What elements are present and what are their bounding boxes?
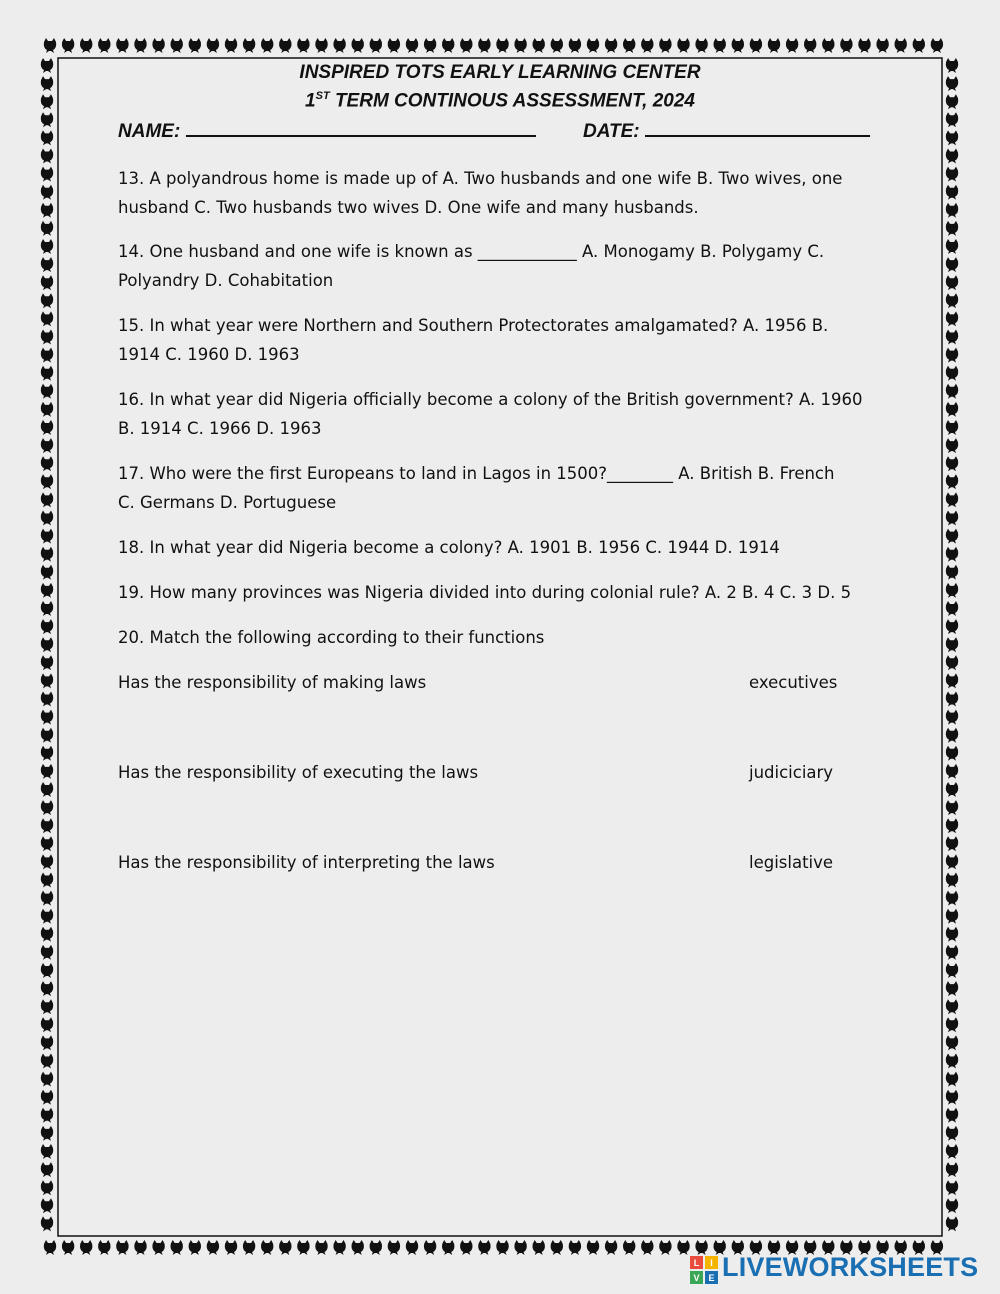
cat-border-icon: [946, 1090, 958, 1105]
cat-border-icon: [207, 38, 219, 53]
cat-border-icon: [41, 927, 53, 942]
cat-border-icon: [946, 692, 958, 707]
cat-border-icon: [41, 619, 53, 634]
cat-border-icon: [388, 38, 400, 53]
cat-border-icon: [946, 348, 958, 363]
cat-border-icon: [41, 710, 53, 725]
question-line: 17. Who were the first Europeans to land in Lagos in 1500?________ A. British B. French: [118, 464, 835, 483]
cat-border-icon: [41, 420, 53, 435]
cat-border-icon: [41, 257, 53, 272]
question-line: C. Germans D. Portuguese: [118, 493, 337, 512]
cat-border-icon: [370, 38, 382, 53]
cat-border-icon: [207, 1240, 219, 1255]
cat-border-icon: [41, 185, 53, 200]
cat-border-icon: [41, 873, 53, 888]
cat-border-icon: [732, 38, 744, 53]
cat-border-icon: [41, 348, 53, 363]
cat-border-icon: [946, 311, 958, 326]
question-18: [118, 533, 888, 562]
cat-border-icon: [804, 38, 816, 53]
cat-border-icon: [98, 38, 110, 53]
cat-border-icon: [946, 927, 958, 942]
cat-border-icon: [41, 746, 53, 761]
cat-border-icon: [171, 38, 183, 53]
cat-border-icon: [41, 366, 53, 381]
cat-border-icon: [460, 38, 472, 53]
question-19: [118, 578, 888, 607]
cat-border-icon: [41, 673, 53, 688]
cat-border-icon: [134, 1240, 146, 1255]
cat-border-icon: [297, 38, 309, 53]
cat-border-icon: [62, 1240, 74, 1255]
question-line: 19. How many provinces was Nigeria divided into during colonial rule? A. 2 B. 4 C. 3 D. 5: [118, 583, 852, 602]
cat-border-icon: [116, 1240, 128, 1255]
cat-border-icon: [261, 38, 273, 53]
cat-border-icon: [41, 1198, 53, 1213]
cat-border-icon: [41, 728, 53, 743]
match-left-1[interactable]: Has the responsibility of making laws: [118, 673, 427, 692]
cat-border-icon: [569, 38, 581, 53]
date-label: DATE:: [583, 121, 640, 142]
cat-border-icon: [946, 655, 958, 670]
question-line: 13. A polyandrous home is made up of A. Two husbands and one wife B. Two wives, one: [118, 169, 843, 188]
cat-border-icon: [946, 673, 958, 688]
question-20: [118, 623, 888, 652]
cat-border-icon: [641, 1240, 653, 1255]
cat-border-icon: [496, 1240, 508, 1255]
cat-border-icon: [41, 438, 53, 453]
cat-border-icon: [279, 38, 291, 53]
cat-border-icon: [695, 38, 707, 53]
cat-border-icon: [946, 999, 958, 1014]
logo-letter: I: [710, 1258, 713, 1268]
cat-border-icon: [62, 38, 74, 53]
match-right-1[interactable]: executives: [749, 673, 838, 692]
assessment-text: TERM CONTINOUS ASSESSMENT, 2024: [334, 90, 695, 112]
cat-border-icon: [189, 38, 201, 53]
cat-border-icon: [41, 1180, 53, 1195]
cat-border-icon: [41, 384, 53, 399]
term-suffix: ST: [315, 90, 330, 102]
cat-border-icon: [41, 330, 53, 345]
school-name: INSPIRED TOTS EARLY LEARNING CENTER: [299, 62, 701, 83]
cat-border-icon: [41, 1090, 53, 1105]
match-right-2[interactable]: judiciciary: [749, 763, 834, 782]
cat-border-icon: [750, 38, 762, 53]
question-13: [118, 164, 888, 222]
cat-border-icon: [370, 1240, 382, 1255]
cat-border-icon: [946, 782, 958, 797]
cat-border-icon: [496, 38, 508, 53]
cat-border-icon: [946, 710, 958, 725]
cat-border-icon: [677, 1240, 689, 1255]
cat-border-icon: [41, 474, 53, 489]
cat-border-icon: [946, 818, 958, 833]
cat-border-icon: [695, 1240, 707, 1255]
question-line: Polyandry D. Cohabitation: [118, 271, 334, 290]
cat-border-icon: [41, 239, 53, 254]
cat-border-icon: [946, 619, 958, 634]
cat-border-icon: [41, 818, 53, 833]
cat-border-icon: [41, 167, 53, 182]
cat-border-icon: [41, 854, 53, 869]
cat-border-icon: [786, 38, 798, 53]
cat-border-icon: [946, 456, 958, 471]
cat-border-icon: [41, 891, 53, 906]
cat-border-icon: [946, 366, 958, 381]
question-line: 16. In what year did Nigeria officially become a colony of the British government? A. 1960: [118, 390, 863, 409]
cat-border-icon: [478, 38, 490, 53]
cat-border-icon: [41, 492, 53, 507]
cat-border-icon: [41, 909, 53, 924]
cat-border-icon: [946, 1108, 958, 1123]
cat-border-icon: [946, 185, 958, 200]
cat-border-icon: [41, 836, 53, 851]
cat-border-icon: [41, 1035, 53, 1050]
cat-border-icon: [931, 38, 943, 53]
cat-border-icon: [41, 1054, 53, 1069]
cat-border-icon: [876, 38, 888, 53]
cat-border-icon: [946, 149, 958, 164]
cat-border-icon: [41, 1072, 53, 1087]
cat-border-icon: [768, 38, 780, 53]
cat-border-icon: [41, 583, 53, 598]
cat-border-icon: [946, 167, 958, 182]
assessment-title: [0, 90, 1000, 112]
cat-border-icon: [946, 492, 958, 507]
logo-letter: E: [708, 1273, 715, 1283]
cat-border-icon: [946, 800, 958, 815]
cat-border-icon: [641, 38, 653, 53]
cat-border-icon: [41, 149, 53, 164]
cat-border-icon: [946, 836, 958, 851]
cat-border-icon: [41, 311, 53, 326]
cat-border-icon: [41, 130, 53, 145]
cat-border-icon: [946, 112, 958, 127]
cat-border-icon: [946, 239, 958, 254]
cat-border-icon: [442, 38, 454, 53]
cat-border-icon: [946, 330, 958, 345]
cat-border-icon: [533, 38, 545, 53]
cat-border-icon: [946, 221, 958, 236]
question-line: 20. Match the following according to their functions: [118, 628, 545, 647]
cat-border-icon: [44, 1240, 56, 1255]
name-field[interactable]: [186, 117, 536, 137]
cat-border-icon: [946, 275, 958, 290]
cat-border-icon: [659, 38, 671, 53]
cat-border-icon: [460, 1240, 472, 1255]
cat-border-icon: [406, 1240, 418, 1255]
cat-border-icon: [315, 1240, 327, 1255]
cat-border-icon: [623, 38, 635, 53]
cat-border-icon: [946, 1054, 958, 1069]
cat-border-icon: [80, 1240, 92, 1255]
cat-border-icon: [41, 112, 53, 127]
cat-border-icon: [41, 1126, 53, 1141]
cat-border-icon: [946, 963, 958, 978]
question-15: [118, 311, 888, 369]
cat-border-icon: [605, 1240, 617, 1255]
cat-border-icon: [913, 38, 925, 53]
cat-border-icon: [946, 257, 958, 272]
cat-border-icon: [80, 38, 92, 53]
logo-letter: L: [693, 1258, 700, 1268]
cat-border-icon: [478, 1240, 490, 1255]
cat-border-icon: [41, 782, 53, 797]
cat-border-icon: [946, 511, 958, 526]
cat-border-icon: [333, 1240, 345, 1255]
question-line: 14. One husband and one wife is known as ____________ A. Monogamy B. Polygamy C.: [118, 242, 825, 261]
cat-border-icon: [352, 1240, 364, 1255]
question-16: [118, 385, 888, 443]
cat-border-icon: [41, 565, 53, 580]
cat-border-icon: [243, 38, 255, 53]
cat-border-icon: [406, 38, 418, 53]
cat-border-icon: [946, 583, 958, 598]
cat-border-icon: [659, 1240, 671, 1255]
cat-border-icon: [587, 1240, 599, 1255]
cat-border-icon: [352, 38, 364, 53]
cat-border-icon: [41, 1144, 53, 1159]
cat-border-icon: [946, 529, 958, 544]
cat-border-icon: [514, 38, 526, 53]
cat-border-icon: [946, 547, 958, 562]
cat-border-icon: [41, 511, 53, 526]
name-date-row: [118, 117, 878, 143]
cat-border-icon: [946, 891, 958, 906]
cat-border-icon: [171, 1240, 183, 1255]
cat-border-icon: [946, 474, 958, 489]
cat-border-icon: [605, 38, 617, 53]
cat-border-icon: [946, 601, 958, 616]
cat-border-icon: [514, 1240, 526, 1255]
question-14: [118, 237, 888, 295]
cat-border-icon: [858, 38, 870, 53]
cat-border-icon: [152, 1240, 164, 1255]
cat-border-icon: [41, 203, 53, 218]
cat-border-icon: [41, 402, 53, 417]
cat-border-icon: [946, 728, 958, 743]
logo-letter: V: [693, 1273, 700, 1283]
cat-border-icon: [41, 945, 53, 960]
cat-border-icon: [946, 981, 958, 996]
cat-border-icon: [946, 637, 958, 652]
cat-border-icon: [41, 800, 53, 815]
cat-border-icon: [41, 221, 53, 236]
match-left-3[interactable]: Has the responsibility of interpreting the laws: [118, 853, 495, 872]
cat-border-icon: [946, 203, 958, 218]
cat-border-icon: [946, 1072, 958, 1087]
cat-border-icon: [551, 38, 563, 53]
cat-border-icon: [41, 764, 53, 779]
cat-border-icon: [41, 601, 53, 616]
cat-border-icon: [41, 1017, 53, 1032]
cat-border-icon: [946, 746, 958, 761]
cat-border-icon: [946, 293, 958, 308]
cat-border-icon: [315, 38, 327, 53]
cat-border-icon: [189, 1240, 201, 1255]
cat-border-icon: [44, 38, 56, 53]
term-number: 1: [305, 90, 316, 112]
question-17: [118, 459, 888, 517]
question-line: 15. In what year were Northern and Southern Protectorates amalgamated? A. 1956 B.: [118, 316, 829, 335]
cat-border-icon: [946, 1144, 958, 1159]
cat-border-icon: [41, 637, 53, 652]
match-left-2[interactable]: Has the responsibility of executing the laws: [118, 763, 479, 782]
cat-border-icon: [225, 1240, 237, 1255]
cat-border-icon: [946, 420, 958, 435]
question-line: 1914 C. 1960 D. 1963: [118, 345, 300, 364]
cat-border-icon: [261, 1240, 273, 1255]
cat-border-icon: [822, 38, 834, 53]
cat-border-icon: [41, 963, 53, 978]
cat-border-icon: [895, 38, 907, 53]
cat-border-icon: [946, 1180, 958, 1195]
cat-border-icon: [297, 1240, 309, 1255]
cat-border-icon: [946, 1017, 958, 1032]
cat-border-icon: [533, 1240, 545, 1255]
cat-border-icon: [134, 38, 146, 53]
cat-border-icon: [41, 293, 53, 308]
cat-border-icon: [41, 529, 53, 544]
cat-border-icon: [946, 764, 958, 779]
cat-border-icon: [946, 438, 958, 453]
cat-border-icon: [623, 1240, 635, 1255]
cat-border-icon: [587, 38, 599, 53]
liveworksheets-logo-icon: [690, 1256, 720, 1284]
cat-border-icon: [946, 1162, 958, 1177]
cat-border-icon: [424, 1240, 436, 1255]
cat-border-icon: [41, 456, 53, 471]
cat-border-icon: [41, 981, 53, 996]
cat-border-icon: [41, 655, 53, 670]
cat-border-icon: [98, 1240, 110, 1255]
cat-border-icon: [946, 873, 958, 888]
question-line: husband C. Two husbands two wives D. One wife and many husbands.: [118, 198, 699, 217]
cat-border-icon: [946, 130, 958, 145]
cat-border-icon: [41, 1216, 53, 1231]
cat-border-icon: [41, 692, 53, 707]
cat-border-icon: [946, 1198, 958, 1213]
cat-border-icon: [714, 38, 726, 53]
liveworksheets-brand: LIVEWORKSHEETS: [722, 1252, 979, 1282]
question-line: 18. In what year did Nigeria become a colony? A. 1901 B. 1956 C. 1944 D. 1914: [118, 538, 780, 557]
cat-border-icon: [279, 1240, 291, 1255]
question-line: B. 1914 C. 1966 D. 1963: [118, 419, 322, 438]
name-label: NAME:: [118, 121, 181, 142]
cat-border-icon: [424, 38, 436, 53]
cat-border-icon: [333, 38, 345, 53]
cat-border-icon: [946, 565, 958, 580]
cat-border-icon: [41, 999, 53, 1014]
cat-border-icon: [41, 275, 53, 290]
cat-border-icon: [243, 1240, 255, 1255]
cat-border-icon: [152, 38, 164, 53]
cat-border-icon: [551, 1240, 563, 1255]
cat-border-icon: [41, 547, 53, 562]
cat-border-icon: [946, 1216, 958, 1231]
cat-border-icon: [442, 1240, 454, 1255]
cat-border-icon: [569, 1240, 581, 1255]
cat-border-icon: [225, 38, 237, 53]
cat-border-icon: [946, 384, 958, 399]
cat-border-icon: [946, 1126, 958, 1141]
cat-border-icon: [388, 1240, 400, 1255]
date-field[interactable]: [645, 117, 870, 137]
cat-border-icon: [946, 909, 958, 924]
match-right-3[interactable]: legislative: [749, 853, 834, 872]
cat-border-icon: [946, 1035, 958, 1050]
cat-border-icon: [116, 38, 128, 53]
cat-border-icon: [946, 402, 958, 417]
cat-border-icon: [946, 854, 958, 869]
cat-border-icon: [41, 1108, 53, 1123]
cat-border-icon: [946, 945, 958, 960]
cat-border-icon: [677, 38, 689, 53]
cat-border-icon: [840, 38, 852, 53]
cat-border-icon: [41, 1162, 53, 1177]
